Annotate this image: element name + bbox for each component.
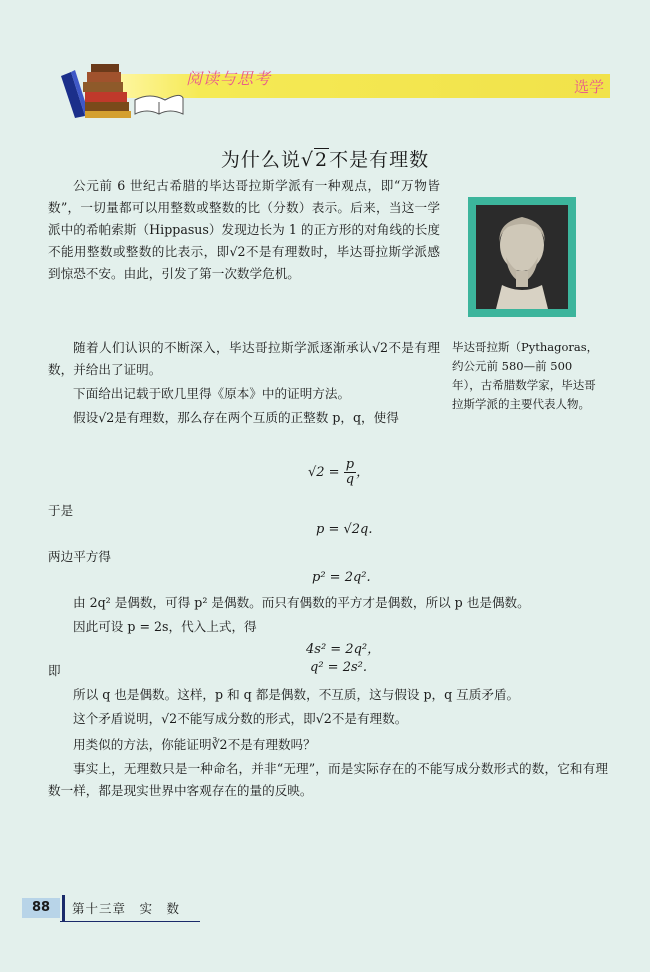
equation-2: p = √2q. <box>316 522 373 537</box>
equation-1-numerator: p <box>345 457 355 472</box>
portrait-frame <box>468 197 576 317</box>
equation-1-fraction <box>344 458 356 487</box>
label-ie: 即 <box>48 663 61 678</box>
portrait-caption: 毕达哥拉斯（Pythagoras，约公元前 580—前 500 年），古希腊数学家，毕达哥拉斯学派的主要代表人物。 <box>452 340 599 411</box>
chapter-underline <box>60 921 200 922</box>
label-then: 于是 <box>48 503 74 518</box>
equation-4: 4s² = 2q²， <box>306 642 381 657</box>
equation-1 <box>308 458 369 487</box>
paragraph-3: 下面给出记载于欧几里得《原本》中的证明方法。 <box>73 386 351 401</box>
footer-rule <box>62 895 65 921</box>
equation-3: p² = 2q². <box>312 570 371 585</box>
proof-line-8: 用类似的方法，你能证明∛2不是有理数吗？ <box>73 737 316 752</box>
banner-tag: 选学 <box>573 78 604 96</box>
banner-label: 阅读与思考 <box>186 69 272 88</box>
page-number: 88 <box>22 898 60 918</box>
proof-line-5: 因此可设 p = 2s，代入上式，得 <box>73 619 257 634</box>
equation-5: q² = 2s². <box>310 660 367 675</box>
equation-1-denominator: q <box>345 472 355 487</box>
books-icon <box>55 58 185 120</box>
proof-line-9: 事实上，无理数只是一种命名，并非“无理”，而是实际存在的不能写成分数形式的数，它和有理数一样，都是现实世界中客观存在的量的反映。 <box>48 761 608 798</box>
pythagoras-bust-image <box>476 205 568 309</box>
title-rad-body: 2 <box>315 149 329 171</box>
title-rad-sign: √ <box>300 149 314 171</box>
equation-1-tail: ， <box>356 465 370 480</box>
proof-line-6: 所以 q 也是偶数。这样，p 和 q 都是偶数，不互质，这与假设 p，q 互质矛盾。 <box>73 687 520 702</box>
chapter-title: 第十三章 实 数 <box>72 901 181 916</box>
equation-1-left: √2 = <box>308 465 340 480</box>
title-pre: 为什么说 <box>220 149 301 171</box>
proof-line-7: 这个矛盾说明，√2不能写成分数的形式，即√2不是有理数。 <box>73 711 408 726</box>
title-post: 不是有理数 <box>329 149 430 171</box>
label-square: 两边平方得 <box>48 549 111 564</box>
banner-stripe <box>110 74 610 98</box>
paragraph-1: 公元前 6 世纪古希腊的毕达哥拉斯学派有一种观点，即“万物皆数”，一切量都可以用整数或整数的比（分数）表示。后来，当这一学派中的希帕索斯（Hippasus）发现边长为 1 的正方形的对角线的长度不能用整数或整数的比表示，即√2不是有理数时，毕达哥拉斯学派感到惊恐不安。由此，引发了第一次数学危机。 <box>48 178 440 281</box>
proof-line-4: 由 2q² 是偶数，可得 p² 是偶数。而只有偶数的平方才是偶数，所以 p 也是偶数。 <box>73 595 530 610</box>
page-title <box>0 145 650 172</box>
paragraph-4: 假设√2是有理数，那么存在两个互质的正整数 p，q，使得 <box>73 410 399 425</box>
paragraph-2: 随着人们认识的不断深入，毕达哥拉斯学派逐渐承认√2不是有理数，并给出了证明。 <box>48 340 440 377</box>
